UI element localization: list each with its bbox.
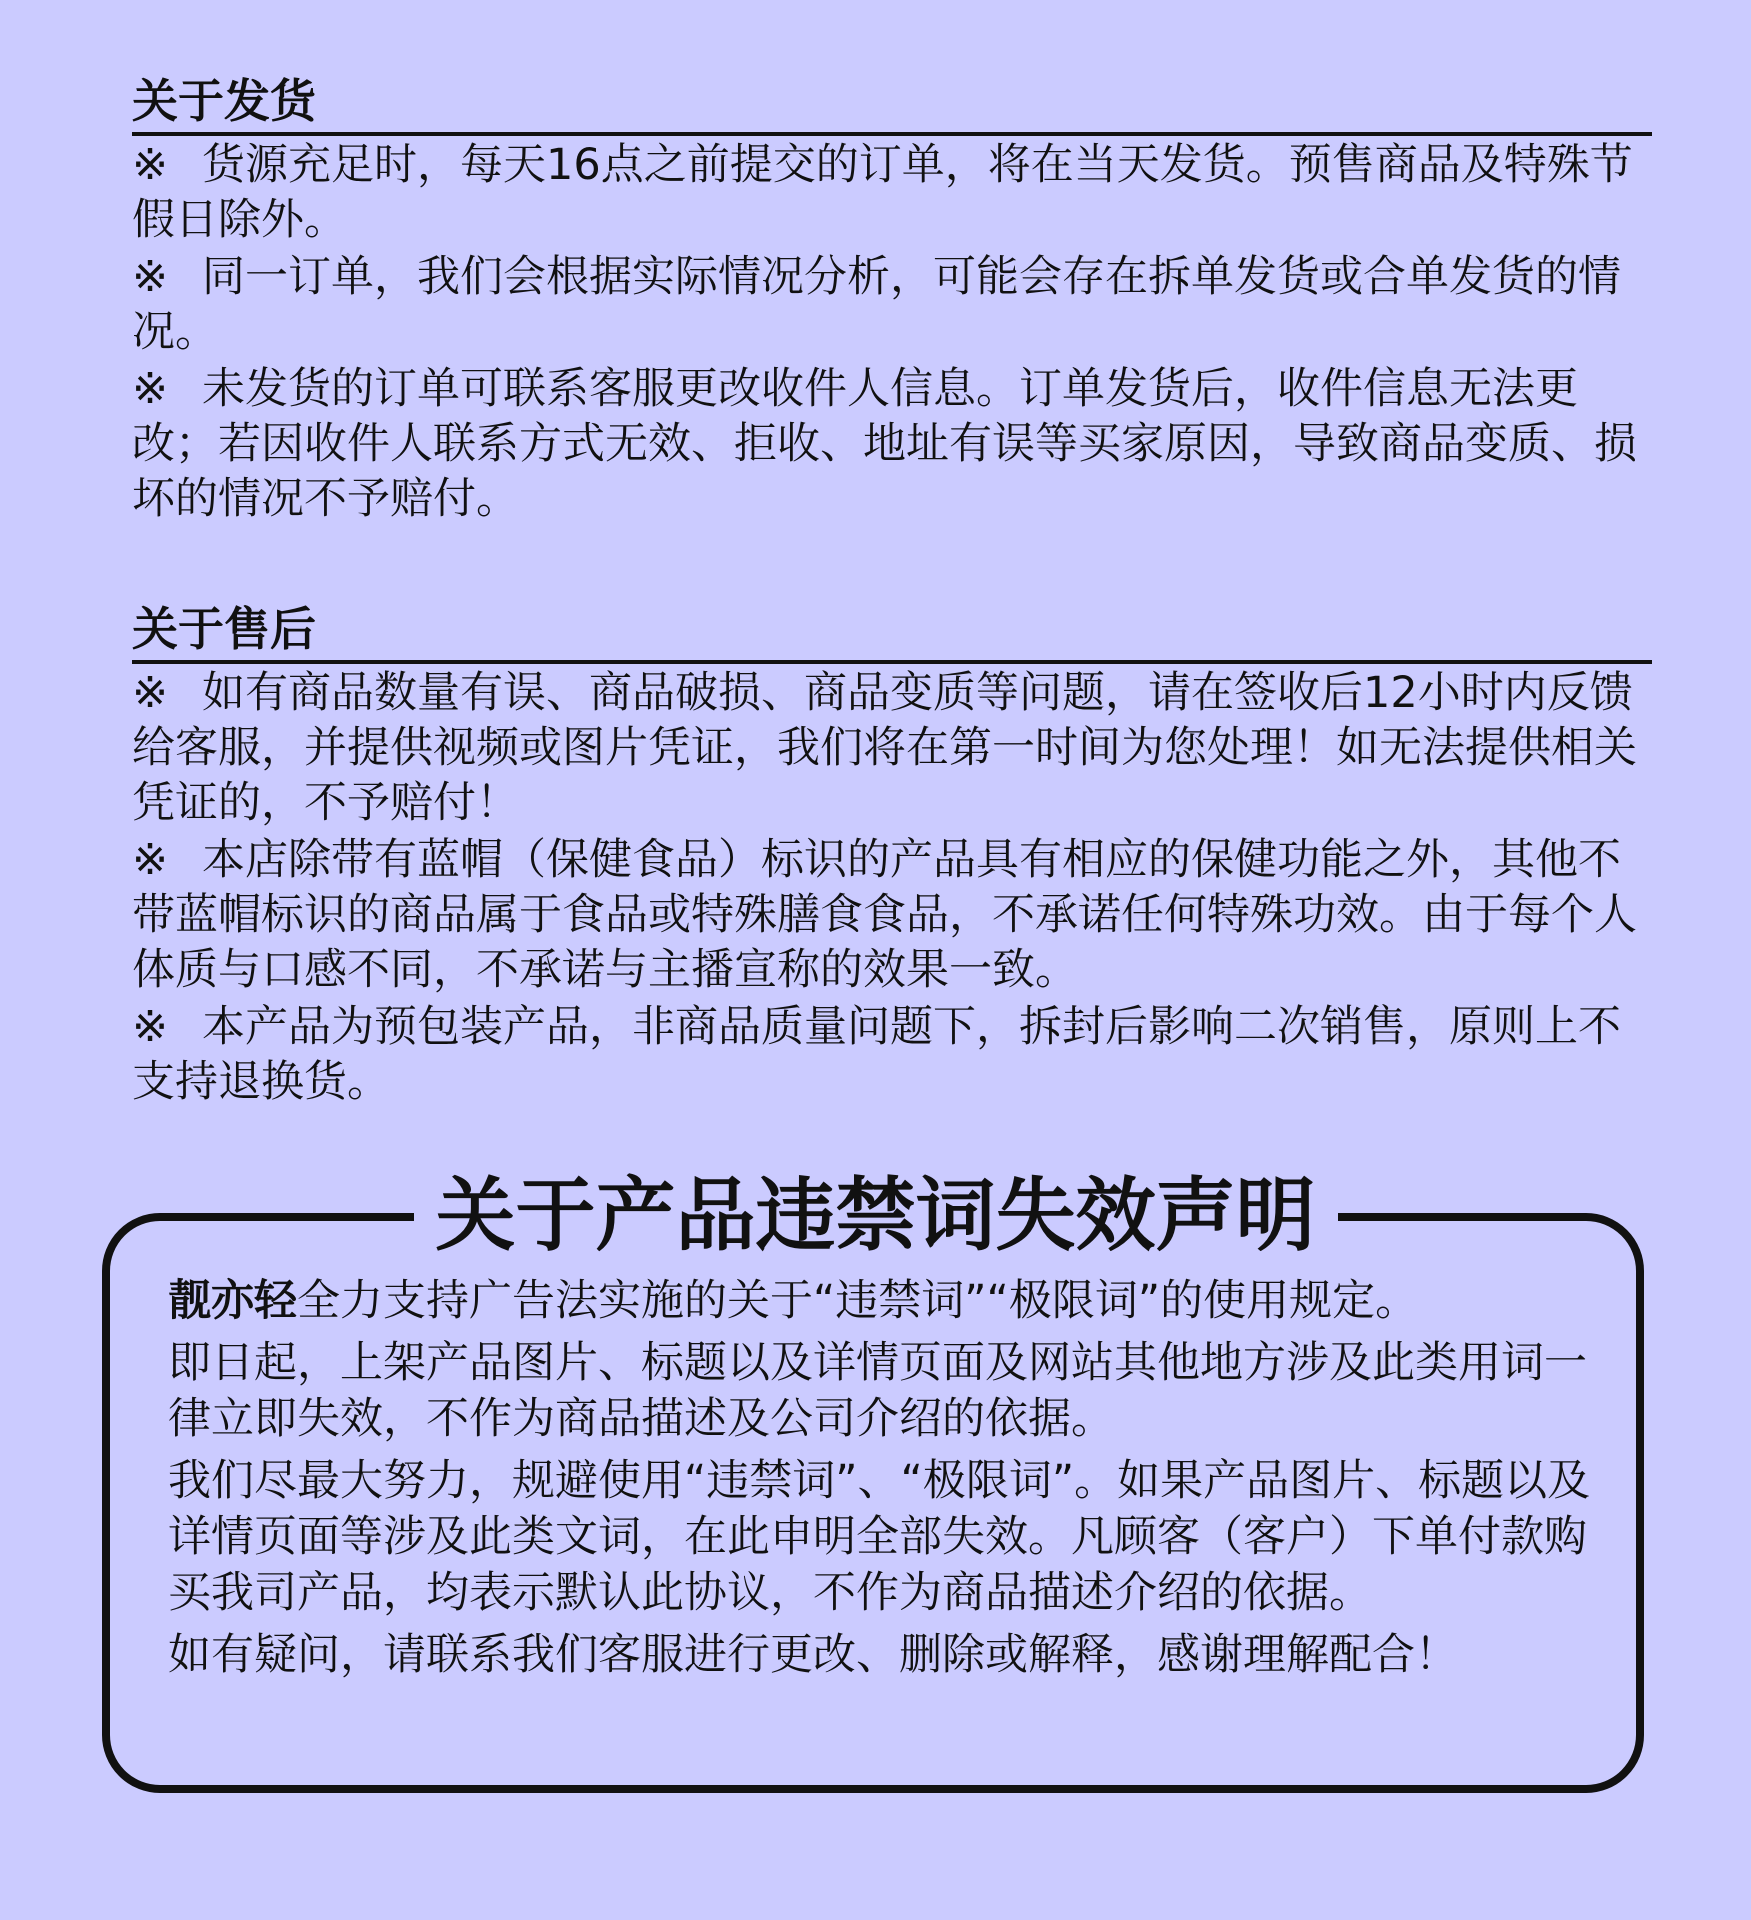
reference-mark: ※ — [132, 252, 169, 302]
aftersales-item — [132, 1000, 1652, 1110]
notice-intro-text: 全力支持广告法实施的关于“违禁词”“极限词”的使用规定。 — [297, 1276, 1419, 1326]
notice-paragraph: 我们尽最大努力，规避使用“违禁词”、“极限词”。如果产品图片、标题以及详情页面等涉及此类文词，在此申明全部失效。凡顾客（客户）下单付款购买我司产品，均表示默认此协议，不作为商品描述介绍的依据。 — [168, 1456, 1591, 1618]
shipping-item-text: 货源充足时，每天16点之前提交的订单，将在当天发货。预售商品及特殊节假日除外。 — [132, 140, 1633, 245]
shipping-item — [132, 250, 1652, 360]
notice-paragraph: 如有疑问，请联系我们客服进行更改、删除或解释，感谢理解配合！ — [168, 1630, 1458, 1680]
notice-body — [168, 1273, 1608, 1689]
shipping-title: 关于发货 — [132, 74, 1652, 136]
aftersales-item-text: 本产品为预包装产品，非商品质量问题下，拆封后影响二次销售，原则上不支持退换货。 — [132, 1002, 1621, 1107]
aftersales-item-text: 如有商品数量有误、商品破损、商品变质等问题，请在签收后12小时内反馈给客服，并提供视频或图片凭证，我们将在第一时间为您处理！如无法提供相关凭证的，不予赔付！ — [132, 668, 1637, 828]
brand-name: 靓亦轻 — [168, 1276, 297, 1326]
shipping-item — [132, 138, 1652, 248]
shipping-item-text: 未发货的订单可联系客服更改收件人信息。订单发货后，收件信息无法更改；若因收件人联系方式无效、拒收、地址有误等买家原因，导致商品变质、损坏的情况不予赔付。 — [132, 364, 1637, 524]
aftersales-item — [132, 833, 1652, 998]
shipping-section — [132, 74, 1652, 527]
reference-mark: ※ — [132, 364, 169, 414]
aftersales-item — [132, 666, 1652, 831]
shipping-item — [132, 362, 1652, 527]
notice-intro — [168, 1273, 1608, 1329]
reference-mark: ※ — [132, 668, 169, 718]
aftersales-title: 关于售后 — [132, 602, 1652, 664]
aftersales-section — [132, 602, 1652, 1110]
reference-mark: ※ — [132, 140, 169, 190]
notice-paragraph: 即日起，上架产品图片、标题以及详情页面及网站其他地方涉及此类用词一律立即失效，不作为商品描述及公司介绍的依据。 — [168, 1338, 1587, 1444]
reference-mark: ※ — [132, 1002, 169, 1052]
notice-title: 关于产品违禁词失效声明 — [414, 1170, 1338, 1262]
shipping-item-text: 同一订单，我们会根据实际情况分析，可能会存在拆单发货或合单发货的情况。 — [132, 252, 1621, 357]
reference-mark: ※ — [132, 835, 169, 885]
aftersales-item-text: 本店除带有蓝帽（保健食品）标识的产品具有相应的保健功能之外，其他不带蓝帽标识的商品属于食品或特殊膳食食品，不承诺任何特殊功效。由于每个人体质与口感不同，不承诺与主播宣称的效果一致。 — [132, 835, 1637, 995]
